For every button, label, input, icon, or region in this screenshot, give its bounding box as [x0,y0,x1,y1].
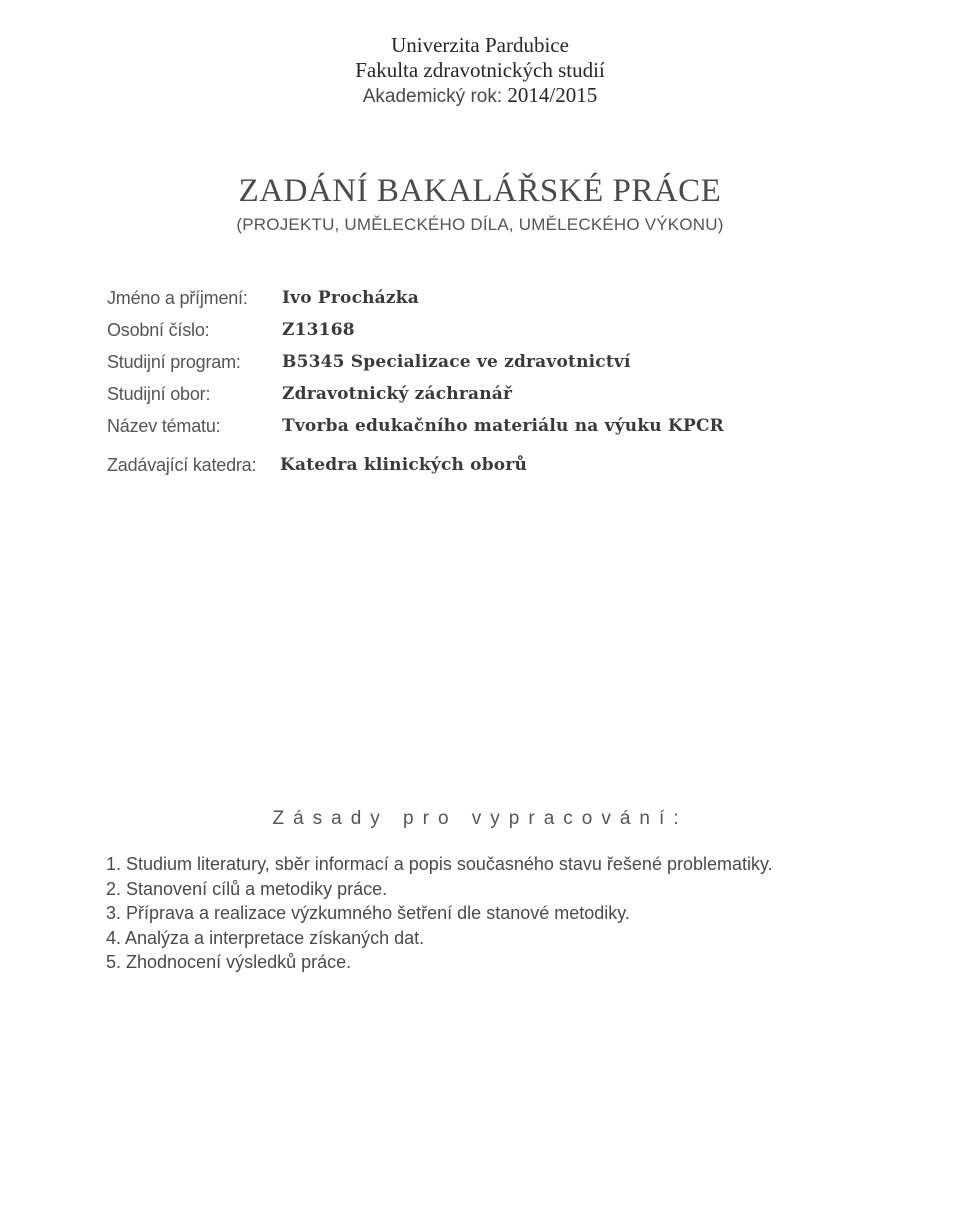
field-label: Zadávající katedra: [107,455,257,475]
academic-year [0,83,960,109]
list-item: 4. Analýza a interpretace získaných dat. [106,927,425,948]
field-label: Studijní obor: [107,384,211,404]
guidelines-list [106,852,773,975]
field-value: Zdravotnický záchranář [282,384,513,404]
list-item: 1. Studium literatury, sběr informací a popis současného stavu řešené problematiky. [106,854,773,874]
field-label: Název tématu: [107,416,221,436]
field-value: Ivo Procházka [282,288,419,308]
list-item: 5. Zhodnocení výsledků práce. [106,952,352,972]
list-item: 2. Stanovení cílů a metodiky práce. [106,878,388,899]
document-subtitle: (PROJEKTU, UMĚLECKÉHO DÍLA, UMĚLECKÉHO VÝKONU) [236,215,724,234]
field-value: Katedra klinických oborů [280,455,528,475]
guidelines-heading: Zásady pro vypracování: [272,808,688,829]
field-value: Z13168 [282,320,355,340]
field-label: Jméno a příjmení: [107,288,248,308]
field-value: Tvorba edukačního materiálu na výuku KPCR [282,416,725,436]
list-item: 3. Příprava a realizace výzkumného šetření dle stanové metodiky. [106,903,630,923]
academic-year-value: 2014/2015 [507,83,598,107]
document-header [0,33,960,109]
field-value: B5345 Specializace ve zdravotnictví [282,352,631,372]
field-label: Studijní program: [107,352,241,372]
document-title: ZADÁNÍ BAKALÁŘSKÉ PRÁCE [238,173,722,209]
university-name: Univerzita Pardubice [391,33,569,57]
academic-year-label: Akademický rok: [362,86,503,107]
faculty-name: Fakulta zdravotnických studií [355,58,605,82]
field-label: Osobní číslo: [107,320,210,340]
